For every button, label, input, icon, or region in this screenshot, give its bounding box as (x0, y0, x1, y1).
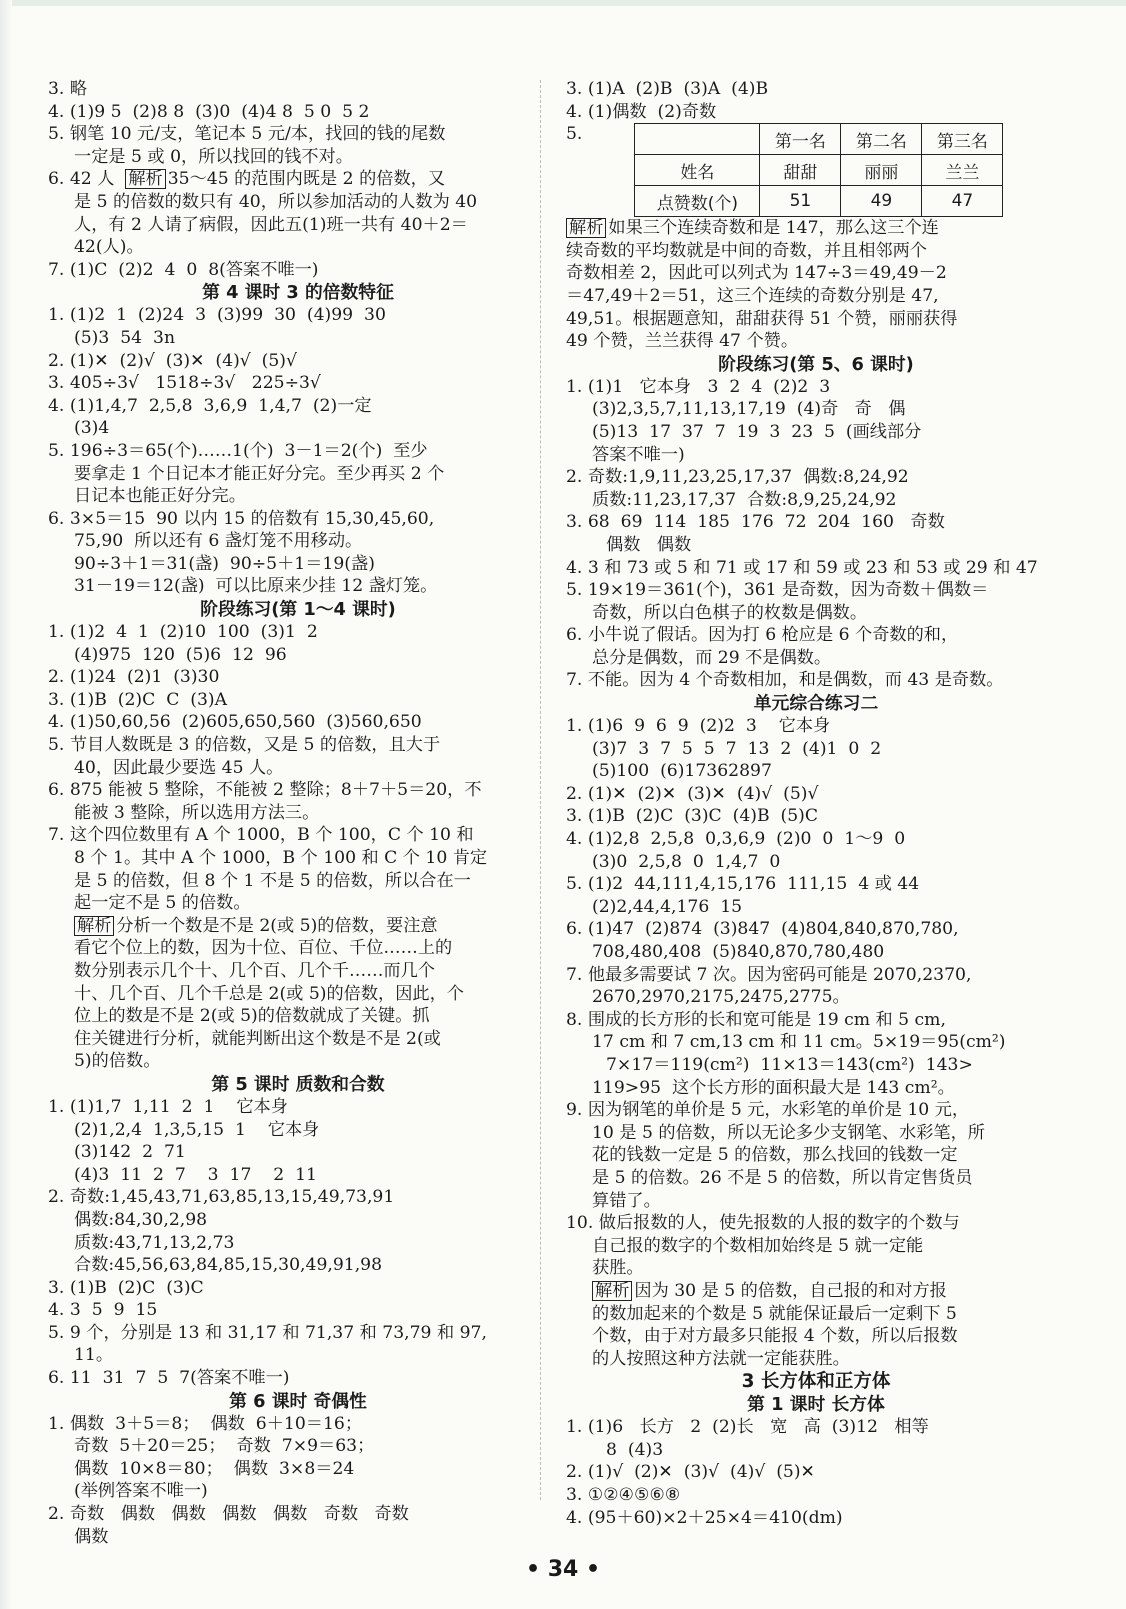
answer-line: (3)0 2,5,8 0 1,4,7 0 (592, 851, 781, 872)
answer-line: 偶数 (74, 1526, 109, 1547)
answer-line: (举例答案不唯一) (74, 1481, 208, 1502)
answer-line: 119>95 这个长方形的面积最大是 143 cm²。 (592, 1077, 955, 1098)
answer-line: 能被 3 整除，所以选用方法三。 (74, 802, 320, 823)
answer-line: 5. 196÷3＝65(个)……1(个) 3－1＝2(个) 至少 (48, 440, 428, 461)
table-header-cell: 第三名 (922, 124, 1003, 155)
section-heading: 阶段练习(第 1～4 课时) (200, 599, 396, 621)
answer-line: (5)100 (6)17362897 (592, 761, 772, 782)
answer-line: 3. 68 69 114 185 176 72 204 160 奇数 (566, 512, 945, 533)
answer-line: 奇数，所以白色棋子的枚数是偶数。 (592, 602, 868, 623)
answer-line: 5. 钢笔 10 元/支，笔记本 5 元/本，找回的钱的尾数 (48, 124, 446, 145)
answer-line: 40，因此最少要选 45 人。 (74, 757, 284, 778)
page-top-edge (0, 0, 1126, 6)
answer-line: 7. 这个四位数里有 A 个 1000，B 个 100，C 个 10 和 (48, 825, 474, 846)
answer-line: 的数加起来的个数是 5 就能保证最后一定剩下 5 (592, 1303, 957, 1324)
answer-text: 35～45 的范围内既是 2 的倍数，又 (167, 169, 446, 190)
answer-line: 4. (1)偶数 (2)奇数 (566, 101, 717, 122)
answer-line: 3. (1)A (2)B (3)A (4)B (566, 79, 769, 99)
answer-line: (5)3 54 3n (74, 327, 176, 348)
answer-line: 1. (1)6 9 6 9 (2)2 3 它本身 (566, 716, 831, 737)
answer-line: 4. (1)1,4,7 2,5,8 3,6,9 1,4,7 (2)一定 (48, 395, 372, 416)
section-heading: 第 1 课时 长方体 (747, 1394, 885, 1416)
answer-line: (5)13 17 37 7 19 3 23 5 (画线部分 (592, 421, 922, 442)
answer-line: 5. (1)2 44,111,4,15,176 111,15 4 或 44 (566, 874, 920, 895)
answer-line: 个数，由于对方最多只能报 4 个数，所以后报数 (592, 1326, 958, 1347)
answer-line: 1. (1)1 它本身 3 2 4 (2)2 3 (566, 376, 831, 397)
answer-line: 6. (1)47 (2)874 (3)847 (4)804,840,870,780, (566, 919, 959, 940)
answer-line: (3)142 2 71 (74, 1142, 186, 1163)
answer-line: 偶数:84,30,2,98 (74, 1209, 208, 1230)
answer-line: 7. (1)C (2)2 4 0 8(答案不唯一) (48, 259, 319, 280)
answer-line: 1. (1)2 1 (2)24 3 (3)99 30 (4)99 30 (48, 305, 386, 326)
answer-text: 如果三个连续奇数和是 147，那么这三个连 (608, 218, 939, 239)
answer-line: 3. (1)B (2)C (3)C (4)B (5)C (566, 806, 819, 827)
answer-line: 续奇数的平均数就是中间的奇数，并且相邻两个 (566, 240, 927, 261)
answer-line: 1. (1)1,7 1,11 2 1 它本身 (48, 1096, 288, 1117)
answer-line: 数分别表示几个十、几个百、几个千……而几个 (74, 960, 435, 981)
answer-line (48, 168, 548, 191)
section-heading: 3 长方体和正方体 (741, 1371, 891, 1393)
right-column (566, 78, 1066, 1529)
answer-line: 的人按照这种方法就一定能获胜。 (592, 1348, 850, 1369)
answer-line: 十、几个百、几个千总是 2(或 5)的倍数，因此，个 (74, 983, 464, 1004)
analysis-tag: 解析 (566, 218, 606, 238)
answer-line: 8 (4)3 (606, 1439, 664, 1460)
answer-line: 一定是 5 或 0，所以找回的钱不对。 (74, 146, 353, 167)
ranking-table-block (566, 123, 1066, 217)
answer-line: 2. (1)✕ (2)√ (3)✕ (4)√ (5)√ (48, 350, 297, 371)
table-row (635, 155, 1003, 186)
answer-line: ＝47,49＋2＝51，这三个连续的奇数分别是 47, (566, 285, 939, 306)
page-number (0, 1557, 1126, 1582)
answer-line: 2670,2970,2175,2475,2775。 (592, 987, 850, 1008)
answer-line: 8. 围成的长方形的长和宽可能是 19 cm 和 5 cm, (566, 1009, 946, 1030)
answer-line: 708,480,408 (5)840,870,780,480 (592, 942, 885, 962)
answer-text: 因为 30 是 5 的倍数，自己报的和对方报 (634, 1280, 947, 1301)
answer-line: 住关键进行分析，就能判断出这个数是不是 2(或 (74, 1028, 441, 1049)
answer-line: 总分是偶数，而 29 不是偶数。 (592, 647, 832, 668)
answer-line: 49 个赞，兰兰获得 47 个赞。 (566, 331, 799, 352)
answer-line: 90÷3＋1＝31(盏) 90÷5＋1＝19(盏) (74, 553, 375, 574)
answer-line: 6. 875 能被 5 整除，不能被 2 整除；8＋7＋5＝20，不 (48, 780, 482, 801)
answer-line: 1. (1)2 4 1 (2)10 100 (3)1 2 (48, 622, 318, 643)
answer-line: 17 cm 和 7 cm,13 cm 和 11 cm。5×19＝95(cm²) (592, 1032, 1006, 1053)
answer-line: 是 5 的倍数，但 8 个 1 不是 5 的倍数，所以合在一 (74, 870, 471, 891)
answer-line: 8 个 1。其中 A 个 1000，B 个 100 和 C 个 10 肯定 (74, 848, 488, 868)
table-header-cell: 第二名 (841, 124, 922, 155)
answer-line: 7×17＝119(cm²) 11×13＝143(cm²) 143> (606, 1054, 973, 1075)
answer-line: 3. (1)B (2)C C (3)A (48, 689, 228, 710)
answer-line: 6. 小牛说了假话。因为打 6 枪应是 6 个奇数的和， (566, 625, 959, 646)
section-heading: 第 4 课时 3 的倍数特征 (202, 282, 394, 304)
answer-line: 42(人)。 (74, 237, 144, 258)
answer-line: 1. (1)6 长方 2 (2)长 宽 高 (3)12 相等 (566, 1417, 929, 1438)
table-cell: 丽丽 (841, 155, 922, 186)
table-cell: 51 (760, 186, 841, 217)
answer-line: 2. (1)24 (2)1 (3)30 (48, 667, 220, 688)
answer-line: 算错了。 (592, 1190, 661, 1211)
answer-line: 奇数相差 2，因此可以列式为 147÷3＝49,49－2 (566, 263, 947, 284)
answer-line: 获胜。 (592, 1258, 644, 1279)
table-cell: 兰兰 (922, 155, 1003, 186)
answer-line: 4. (1)9 5 (2)8 8 (3)0 (4)4 8 5 0 5 2 (48, 101, 370, 122)
answer-line: 3. 405÷3√ 1518÷3√ 225÷3√ (48, 373, 321, 394)
answer-text: 分析一个数是不是 2(或 5)的倍数，要注意 (116, 915, 438, 936)
answer-line: 位上的数是不是 2(或 5)的倍数就成了关键。抓 (74, 1006, 430, 1027)
section-heading: 阶段练习(第 5、6 课时) (718, 353, 914, 375)
answer-line: 1. 偶数 3＋5＝8； 偶数 6＋10＝16； (48, 1413, 363, 1434)
answer-line: 答案不唯一) (592, 444, 685, 465)
answer-line: 3. ①②④⑤⑥⑧ (566, 1485, 681, 1506)
answer-line: 2. (1)✕ (2)✕ (3)✕ (4)√ (5)√ (566, 783, 819, 804)
answer-line: 5)的倍数。 (74, 1051, 161, 1072)
section-heading: 第 6 课时 奇偶性 (229, 1390, 367, 1412)
answer-line: 31－19＝12(盏) 可以比原来少挂 12 盏灯笼。 (74, 576, 438, 597)
answer-line: 3. (1)B (2)C (3)C (48, 1277, 204, 1298)
page-binding-shadow (0, 0, 12, 1609)
answer-line: 要拿走 1 个日记本才能正好分完。至少再买 2 个 (74, 463, 445, 484)
answer-line: 是 5 的倍数的数只有 40，所以参加活动的人数为 40 (74, 191, 478, 212)
answer-line: 质数:11,23,17,37 合数:8,9,25,24,92 (592, 489, 897, 510)
section-heading: 第 5 课时 质数和合数 (211, 1073, 385, 1095)
page-number-text: 34 (547, 1557, 579, 1582)
bullet: • (578, 1557, 601, 1582)
ranking-table (634, 123, 1003, 217)
answer-line: 4. 3 5 9 15 (48, 1300, 158, 1321)
answer-line: 起一定不是 5 的倍数。 (74, 893, 251, 914)
answer-line: 2. 奇数 偶数 偶数 偶数 偶数 奇数 奇数 (48, 1504, 409, 1525)
answer-line: 3. 略 (48, 79, 88, 99)
answer-line: (3)7 3 7 5 5 7 13 2 (4)1 0 2 (592, 738, 882, 759)
answer-line: 7. 他最多需要试 7 次。因为密码可能是 2070,2370, (566, 964, 972, 985)
answer-line: 5. 9 个，分别是 13 和 31,17 和 71,37 和 73,79 和 97, (48, 1322, 487, 1343)
answer-line: (2)2,44,4,176 15 (592, 896, 743, 917)
answer-line: (3)4 (74, 418, 110, 439)
table-cell: 47 (922, 186, 1003, 217)
answer-line: 6. 11 31 7 5 7(答案不唯一) (48, 1368, 290, 1389)
answer-line: (3)2,3,5,7,11,13,17,19 (4)奇 奇 偶 (592, 399, 906, 420)
answer-line: 5. 节目人数既是 3 的倍数，又是 5 的倍数，且大于 (48, 735, 441, 756)
table-cell: 姓名 (635, 155, 760, 186)
answer-line: 花的钱数一定是 5 的倍数，那么找回的钱数一定 (592, 1145, 958, 1166)
answer-line: (2)1,2,4 1,3,5,15 1 它本身 (74, 1119, 320, 1140)
table-row (635, 186, 1003, 217)
table-header-cell (635, 124, 760, 155)
section-heading: 单元综合练习二 (753, 693, 879, 715)
answer-line: 6. 3×5＝15 90 以内 15 的倍数有 15,30,45,60, (48, 508, 435, 529)
answer-line: 合数:45,56,63,84,85,15,30,49,91,98 (74, 1255, 383, 1276)
answer-line: 4. 3 和 73 或 5 和 71 或 17 和 59 或 23 和 53 或 29 和 47 (566, 557, 1038, 578)
analysis-tag: 解析 (125, 169, 165, 189)
answer-line (566, 217, 1066, 240)
answer-line: 4. (1)50,60,56 (2)605,650,560 (3)560,650 (48, 712, 422, 733)
answer-line (566, 1280, 1066, 1303)
table-header-cell: 第一名 (760, 124, 841, 155)
answer-line: 自己报的数字的个数相加始终是 5 就一定能 (592, 1235, 924, 1256)
answer-line: 11。 (74, 1345, 114, 1366)
answer-line: 7. 不能。因为 4 个奇数相加，和是偶数，而 43 是奇数。 (566, 670, 1004, 691)
answer-line: 75,90 所以还有 6 盏灯笼不用移动。 (74, 531, 363, 552)
answer-line: 是 5 的倍数。26 不是 5 的倍数，所以肯定售货员 (592, 1167, 973, 1188)
question-number: 5. (566, 124, 583, 145)
answer-line: 人，有 2 人请了病假，因此五(1)班一共有 40＋2＝ (74, 214, 468, 235)
answer-line: 10. 做后报数的人，使先报数的人报的数字的个数与 (566, 1213, 960, 1234)
answer-line: 看它个位上的数，因为十位、百位、千位……上的 (74, 938, 453, 959)
answer-line: 4. (1)2,8 2,5,8 0,3,6,9 (2)0 0 1～9 0 (566, 829, 906, 850)
answer-line: 4. (95＋60)×2＋25×4＝410(dm) (566, 1507, 843, 1528)
answer-line: 奇数 5＋20＝25； 奇数 7×9＝63； (74, 1436, 375, 1457)
bullet: • (525, 1557, 548, 1582)
analysis-tag: 解析 (592, 1281, 632, 1301)
table-header-row (635, 124, 1003, 155)
answer-line: (4)975 120 (5)6 12 96 (74, 644, 287, 665)
answer-line: 质数:43,71,13,2,73 (74, 1232, 235, 1253)
table-cell: 49 (841, 186, 922, 217)
answer-line: 偶数 偶数 (606, 534, 692, 555)
answer-line (48, 915, 548, 938)
table-cell: 点赞数(个) (635, 186, 760, 217)
answer-line: (4)3 11 2 7 3 17 2 11 (74, 1164, 317, 1185)
table-cell: 甜甜 (760, 155, 841, 186)
answer-line: 2. (1)√ (2)✕ (3)√ (4)√ (5)✕ (566, 1462, 815, 1483)
answer-line: 2. 奇数:1,9,11,23,25,17,37 偶数:8,24,92 (566, 467, 909, 488)
answer-line: 5. 19×19＝361(个)，361 是奇数，因为奇数＋偶数＝ (566, 580, 989, 601)
answer-line: 9. 因为钢笔的单价是 5 元，水彩笔的单价是 10 元， (566, 1100, 970, 1121)
answer-text: 6. 42 人 (48, 169, 126, 190)
answer-line: 日记本也能正好分完。 (74, 486, 246, 507)
answer-line: 49,51。根据题意知，甜甜获得 51 个赞，丽丽获得 (566, 308, 958, 329)
answer-line: 偶数 10×8＝80； 偶数 3×8＝24 (74, 1458, 355, 1479)
left-column (48, 78, 548, 1548)
answer-line: 2. 奇数:1,45,43,71,63,85,13,15,49,73,91 (48, 1187, 395, 1208)
answer-line: 10 是 5 的倍数，所以无论多少支钢笔、水彩笔，所 (592, 1122, 985, 1143)
analysis-tag: 解析 (74, 916, 114, 936)
